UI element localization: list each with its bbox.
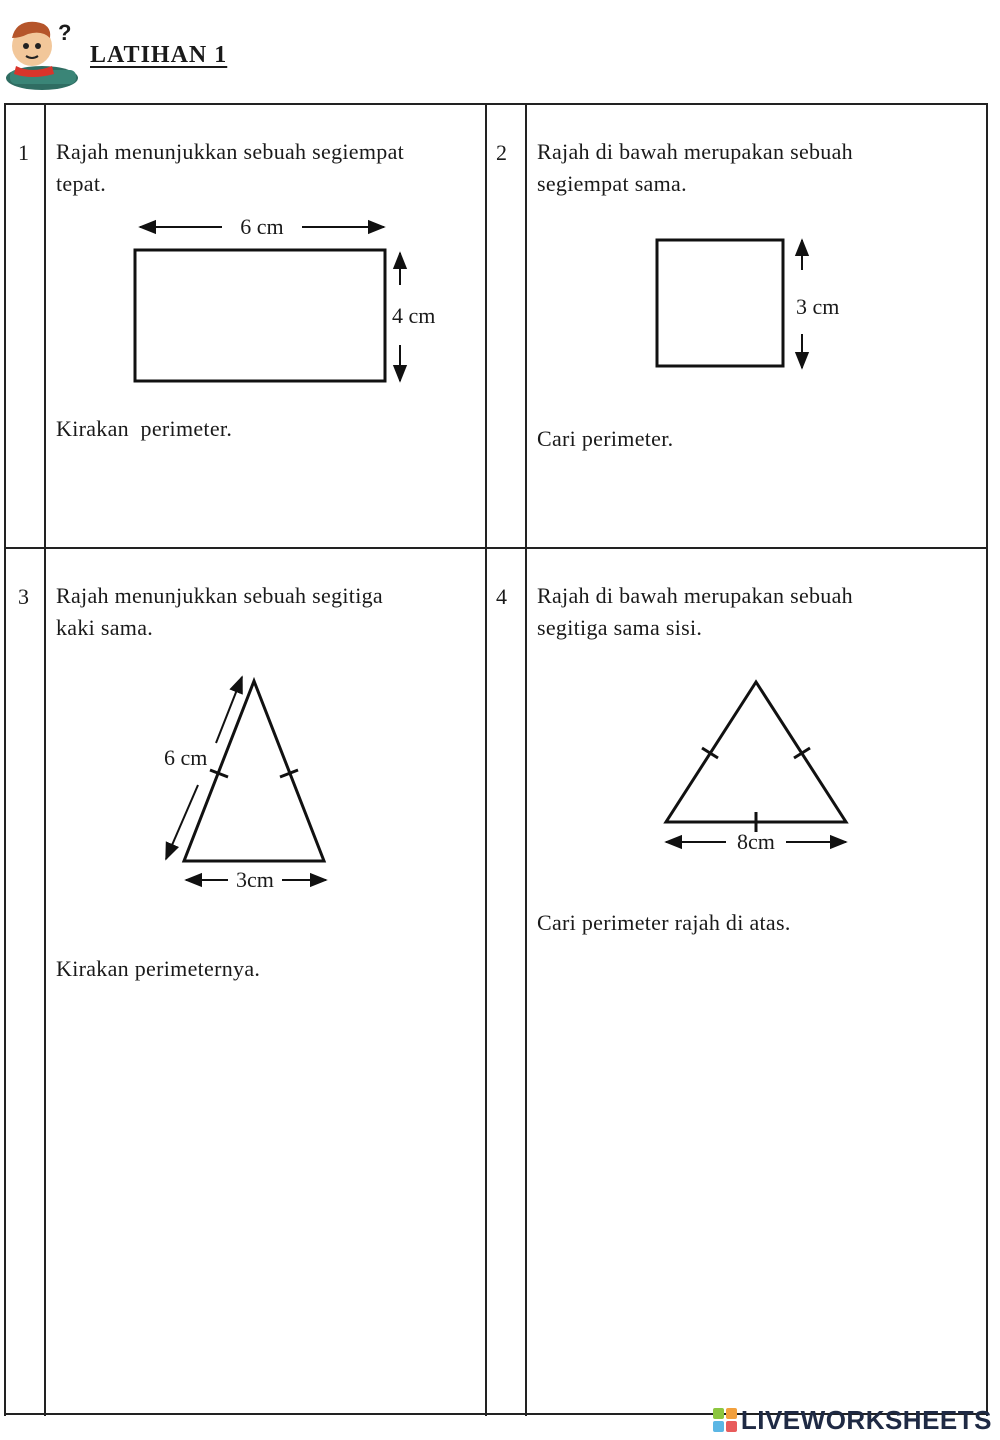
- height-label: 4 cm: [392, 303, 436, 328]
- page-title: LATIHAN 1: [90, 42, 228, 68]
- table-border-top: [4, 103, 988, 105]
- question-4-text-line1: Rajah di bawah merupakan sebuah: [537, 583, 853, 608]
- table-border-right: [986, 104, 988, 1416]
- liveworksheets-logo: [713, 1404, 992, 1436]
- question-number-3: 3: [18, 584, 29, 609]
- question-number-1: 1: [18, 140, 29, 165]
- isosceles-triangle-figure: [150, 665, 350, 895]
- mascot-thinking-icon: [2, 8, 88, 96]
- table-border-left: [4, 104, 6, 1416]
- question-number-2: 2: [496, 140, 507, 165]
- side-arrow: [166, 785, 198, 859]
- question-3-text-line2: kaki sama.: [56, 615, 154, 640]
- side-label: 6 cm: [164, 745, 208, 770]
- question-2-task: Cari perimeter.: [537, 426, 674, 451]
- table-border-number-col-left: [44, 104, 46, 1416]
- question-3-text-line1: Rajah menunjukkan sebuah segitiga: [56, 583, 383, 608]
- side-label: 3 cm: [796, 294, 840, 319]
- side-arrow: [216, 677, 242, 743]
- question-4-task: Cari perimeter rajah di atas.: [537, 910, 791, 935]
- question-1-text-line2: tepat.: [56, 171, 107, 196]
- width-label: 6 cm: [240, 214, 284, 239]
- square-figure: [640, 230, 880, 380]
- tick-mark: [794, 748, 810, 758]
- isosceles-triangle-shape: [184, 681, 324, 861]
- liveworksheets-logo-icon: [713, 1408, 737, 1432]
- question-1-task: Kirakan perimeter.: [56, 416, 233, 441]
- square-shape: [657, 240, 783, 366]
- question-mark-glyph: ?: [58, 20, 72, 45]
- liveworksheets-logo-text: LIVEWORKSHEETS: [740, 1404, 992, 1435]
- question-number-4: 4: [496, 584, 507, 609]
- tick-mark: [702, 748, 718, 758]
- question-4-text-line2: segitiga sama sisi.: [537, 615, 703, 640]
- rectangle-figure: [120, 205, 460, 395]
- equilateral-triangle-figure: [650, 670, 870, 860]
- question-2-text-line1: Rajah di bawah merupakan sebuah: [537, 139, 853, 164]
- table-border-number-col-right: [525, 104, 527, 1416]
- question-3-task: Kirakan perimeternya.: [56, 956, 261, 981]
- equilateral-triangle-shape: [666, 682, 846, 822]
- table-border-row-divider: [4, 547, 988, 549]
- table-border-middle: [485, 104, 487, 1416]
- question-2-text-line2: segiempat sama.: [537, 171, 687, 196]
- question-1-text-line1: Rajah menunjukkan sebuah segiempat: [56, 139, 405, 164]
- base-label: 8cm: [737, 829, 775, 854]
- rectangle-shape: [135, 250, 385, 381]
- base-label: 3cm: [236, 867, 274, 892]
